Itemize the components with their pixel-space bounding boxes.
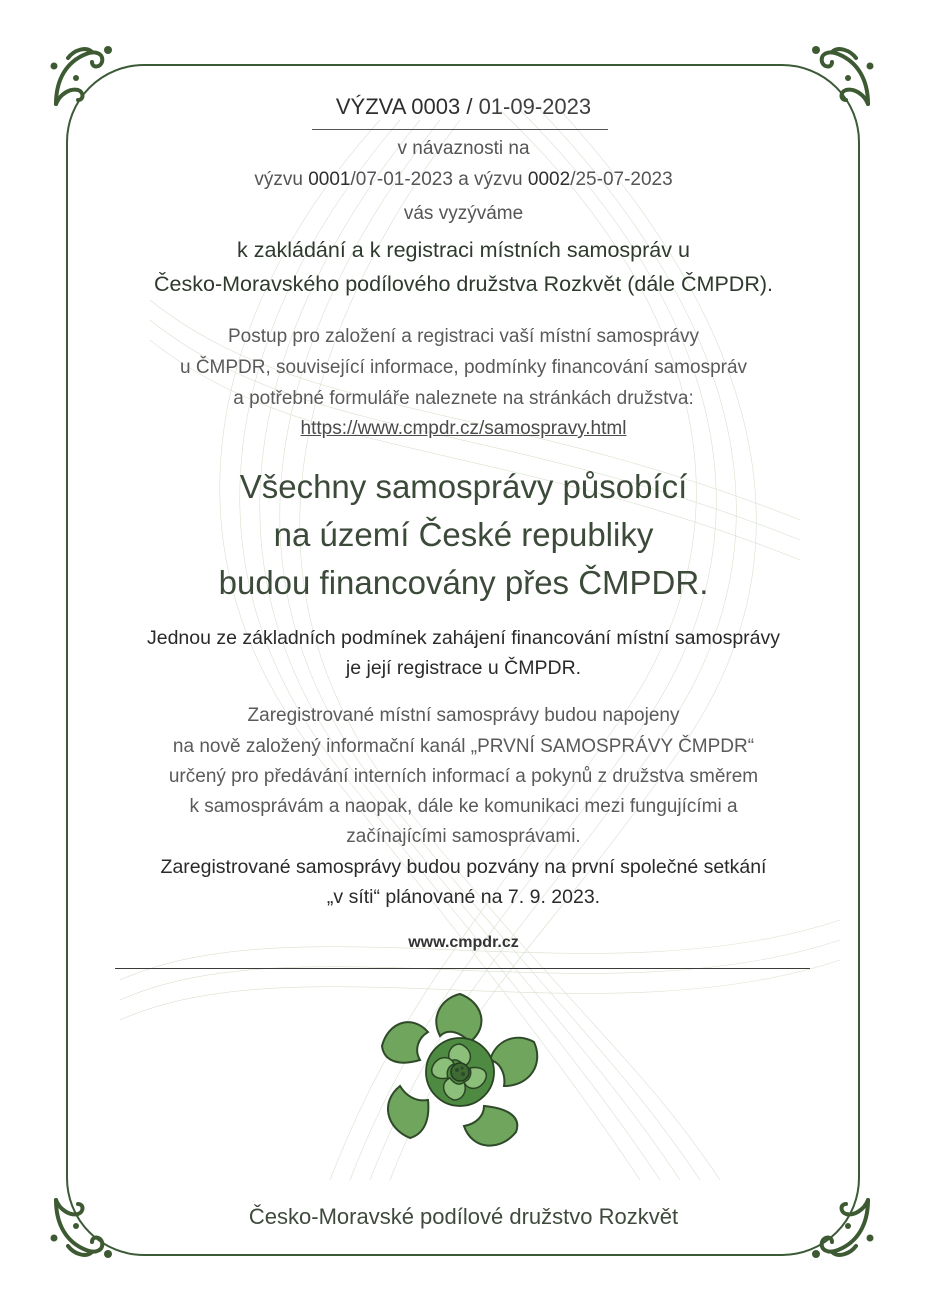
ref-date-1: /07-01-2023 a výzvu <box>350 169 528 190</box>
condition-line-2: je její registrace u ČMPDR. <box>345 657 582 679</box>
intro-references <box>0 169 927 191</box>
website-link[interactable]: www.cmpdr.cz <box>408 934 519 951</box>
procedure-line-2: u ČMPDR, související informace, podmínky financování samospráv <box>179 357 748 378</box>
lead-line-2: Česko-Moravského podílového družstva Rozkvět (dále ČMPDR). <box>154 272 773 296</box>
procedure-line-1: Postup pro založení a registraci vaší místní samosprávy <box>228 326 699 347</box>
headline-line-2: na území České republiky <box>273 516 654 553</box>
call-heading <box>0 94 927 120</box>
footer-organization: Česko-Moravské podílové družstvo Rozkvět <box>248 1204 679 1229</box>
samospravy-link[interactable]: https://www.cmpdr.cz/samospravy.html <box>300 418 627 439</box>
call-date: 01-09-2023 <box>478 94 592 119</box>
lead-line-1: k zakládání a k registraci místních samospráv u <box>237 238 690 262</box>
intro-line-1: v návaznosti na <box>397 138 530 159</box>
info-line-1: Zaregistrované místní samosprávy budou napojeny <box>247 705 680 726</box>
info-line-4: k samosprávám a naopak, dále ke komunikaci mezi fungujícími a <box>189 796 738 817</box>
heading-underline <box>312 129 608 130</box>
meeting-line-2: „v síti“ plánované na 7. 9. 2023. <box>326 886 601 908</box>
headline-line-1: Všechny samosprávy působící <box>239 468 688 505</box>
info-line-2: na nově založený informační kanál „PRVNÍ SAMOSPRÁVY ČMPDR“ <box>172 736 755 757</box>
rosette-emblem-icon <box>368 988 552 1156</box>
procedure-line-3: a potřebné formuláře naleznete na stránkách družstva: <box>233 388 694 409</box>
ref-prefix: výzvu <box>254 169 309 190</box>
headline-line-3: budou financovány přes ČMPDR. <box>218 564 709 601</box>
info-line-5: začínajícími samosprávami. <box>346 826 581 847</box>
intro-line-3: vás vyzýváme <box>403 203 524 224</box>
ref-date-2: /25-07-2023 <box>570 169 673 190</box>
info-line-3: určený pro předávání interních informací a pokynů z družstva směrem <box>168 766 759 787</box>
call-number: VÝZVA 0003 / <box>335 94 479 119</box>
divider-line <box>115 968 810 969</box>
condition-line-1: Jednou ze základních podmínek zahájení financování místní samosprávy <box>146 627 781 649</box>
ref-number-1: 0001 <box>308 169 351 190</box>
ref-number-2: 0002 <box>527 169 571 190</box>
meeting-line-1: Zaregistrované samosprávy budou pozvány na první společné setkání <box>160 856 767 878</box>
